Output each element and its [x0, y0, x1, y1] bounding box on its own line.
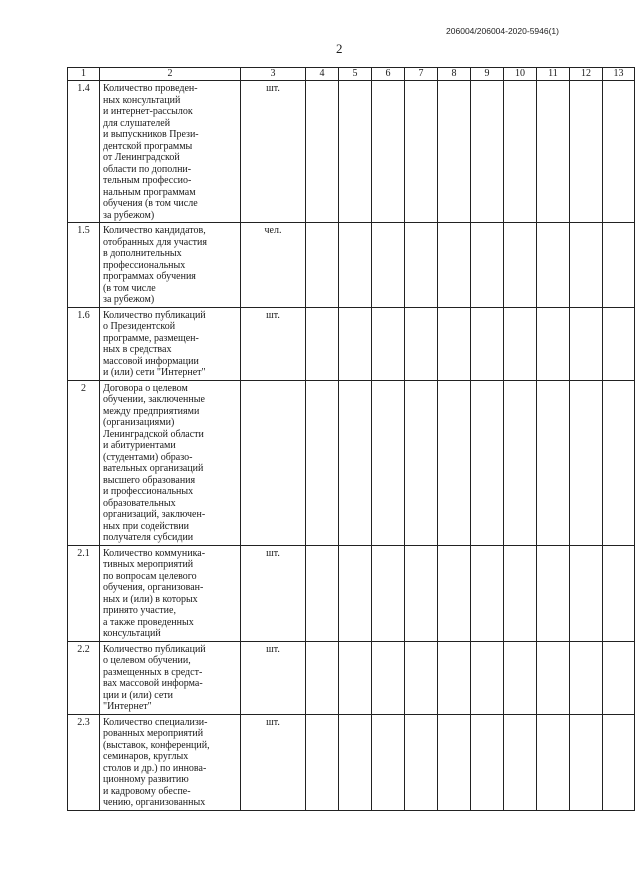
indicator-name-line: организаций, заключен- — [103, 509, 206, 520]
unit-cell: шт. — [241, 641, 306, 714]
value-cell — [537, 81, 570, 223]
indicator-name-line: обучения, организован- — [103, 582, 204, 593]
indicator-name-line: и профессиональных — [103, 486, 194, 497]
indicator-name-line: дентской программы — [103, 140, 193, 152]
value-cell — [306, 641, 339, 714]
indicator-name-line: и (или) сети "Интернет" — [103, 367, 206, 378]
value-cell — [339, 714, 372, 810]
table-header-row — [68, 68, 635, 81]
value-cell — [603, 307, 635, 380]
value-cell — [372, 545, 405, 641]
column-header: 6 — [372, 68, 405, 81]
row-number: 2.3 — [68, 714, 100, 810]
indicator-name-line: обучения (в том числе — [103, 198, 198, 209]
value-cell — [306, 81, 339, 223]
value-cell — [504, 545, 537, 641]
table-row — [68, 307, 635, 380]
value-cell — [537, 714, 570, 810]
indicator-name-line: отобранных для участия — [103, 236, 207, 248]
value-cell — [570, 81, 603, 223]
column-header: 13 — [603, 68, 635, 81]
value-cell — [438, 641, 471, 714]
indicator-name-line: вательных организаций — [103, 463, 204, 474]
value-cell — [306, 380, 339, 545]
table-row — [68, 641, 635, 714]
indicator-name-line: ции и (или) сети — [103, 689, 173, 701]
value-cell — [438, 380, 471, 545]
value-cell — [339, 81, 372, 223]
row-number: 2.1 — [68, 545, 100, 641]
indicator-name-line: столов и др.) по иннова- — [103, 762, 207, 774]
value-cell — [570, 545, 603, 641]
indicator-name-line: профессиональных — [103, 259, 186, 271]
value-cell — [471, 307, 504, 380]
value-cell — [372, 307, 405, 380]
value-cell — [570, 307, 603, 380]
indicator-name-line: Договора о целевом — [103, 382, 188, 394]
indicator-name-line: по вопросам целевого — [103, 570, 197, 582]
value-cell — [339, 380, 372, 545]
column-header: 11 — [537, 68, 570, 81]
document-id: 206004/206004-2020-5946(1) — [446, 26, 559, 36]
row-number: 1.6 — [68, 307, 100, 380]
value-cell — [372, 223, 405, 308]
unit-cell: шт. — [241, 714, 306, 810]
value-cell — [405, 641, 438, 714]
column-header: 2 — [100, 68, 241, 81]
indicator-name-line: консультаций — [103, 628, 161, 639]
row-number: 2.2 — [68, 641, 100, 714]
value-cell — [504, 307, 537, 380]
indicator-name-line: нальным программам — [103, 186, 196, 198]
value-cell — [471, 380, 504, 545]
value-cell — [603, 545, 635, 641]
indicator-name-line: ных консультаций — [103, 94, 181, 106]
row-number: 1.4 — [68, 81, 100, 223]
table-row — [68, 714, 635, 810]
value-cell — [306, 714, 339, 810]
indicator-name-line: и кадровому обеспе- — [103, 785, 191, 797]
indicator-name-line: ционному развитию — [103, 774, 189, 785]
indicator-name-line: размещенных в средст- — [103, 666, 203, 678]
value-cell — [438, 81, 471, 223]
value-cell — [438, 714, 471, 810]
indicator-name — [100, 641, 241, 714]
value-cell — [471, 223, 504, 308]
indicator-name-line: образовательных — [103, 497, 176, 509]
indicator-name — [100, 714, 241, 810]
indicators-table — [67, 67, 635, 811]
column-header: 1 — [68, 68, 100, 81]
indicator-name — [100, 545, 241, 641]
indicator-name-line: от Ленинградской — [103, 152, 180, 163]
unit-cell: чел. — [241, 223, 306, 308]
value-cell — [438, 307, 471, 380]
indicator-name-line: обучении, заключенные — [103, 394, 205, 405]
value-cell — [405, 223, 438, 308]
indicator-name-line: и интернет-рассылок — [103, 106, 193, 117]
indicator-name-line: "Интернет" — [103, 701, 152, 712]
value-cell — [306, 223, 339, 308]
value-cell — [471, 81, 504, 223]
value-cell — [339, 223, 372, 308]
value-cell — [603, 81, 635, 223]
table-body — [68, 81, 635, 811]
column-header: 7 — [405, 68, 438, 81]
indicator-name-line: Ленинградской области — [103, 428, 204, 440]
value-cell — [471, 714, 504, 810]
value-cell — [405, 545, 438, 641]
indicator-name-line: Количество публикаций — [103, 309, 206, 321]
value-cell — [405, 714, 438, 810]
unit-cell — [241, 380, 306, 545]
value-cell — [570, 380, 603, 545]
value-cell — [504, 223, 537, 308]
indicator-name-line: за рубежом) — [103, 209, 155, 221]
row-number: 2 — [68, 380, 100, 545]
indicator-name-line: тивных мероприятий — [103, 559, 194, 570]
indicator-name-line: рованных мероприятий — [103, 728, 204, 739]
indicator-name — [100, 223, 241, 308]
value-cell — [603, 714, 635, 810]
value-cell — [306, 545, 339, 641]
value-cell — [537, 380, 570, 545]
indicator-name-line: (организациями) — [103, 417, 175, 428]
indicator-name — [100, 307, 241, 380]
indicator-name-line: программах обучения — [103, 271, 196, 282]
value-cell — [471, 545, 504, 641]
indicator-name-line: о Президентской — [103, 321, 176, 332]
value-cell — [405, 81, 438, 223]
indicator-name-line: высшего образования — [103, 474, 196, 486]
table-row — [68, 545, 635, 641]
unit-cell: шт. — [241, 81, 306, 223]
indicator-name-line: ных при содействии — [103, 520, 190, 532]
indicator-name-line: принято участие, — [103, 605, 176, 616]
column-header: 10 — [504, 68, 537, 81]
indicator-name-line: области по дополни- — [103, 163, 192, 175]
value-cell — [372, 81, 405, 223]
value-cell — [405, 307, 438, 380]
indicator-name-line: Количество коммуника- — [103, 547, 206, 559]
value-cell — [603, 380, 635, 545]
value-cell — [570, 714, 603, 810]
indicator-name-line: вах массовой информа- — [103, 678, 203, 689]
value-cell — [504, 380, 537, 545]
column-header: 8 — [438, 68, 471, 81]
indicator-name-line: за рубежом) — [103, 294, 155, 305]
value-cell — [603, 641, 635, 714]
value-cell — [537, 641, 570, 714]
indicator-name-line: (студентами) образо- — [103, 451, 193, 463]
indicator-name — [100, 81, 241, 223]
indicator-name-line: ных и (или) в которых — [103, 593, 198, 605]
value-cell — [339, 307, 372, 380]
column-header: 12 — [570, 68, 603, 81]
value-cell — [504, 81, 537, 223]
indicator-name-line: тельным профессио- — [103, 175, 192, 186]
column-header: 4 — [306, 68, 339, 81]
value-cell — [372, 714, 405, 810]
value-cell — [570, 641, 603, 714]
indicator-name-line: между предприятиями — [103, 405, 200, 417]
value-cell — [438, 545, 471, 641]
indicator-name-line: чению, организованных — [103, 797, 206, 808]
page-number: 2 — [336, 41, 343, 56]
value-cell — [537, 223, 570, 308]
column-header: 5 — [339, 68, 372, 81]
table-row — [68, 380, 635, 545]
value-cell — [405, 380, 438, 545]
value-cell — [537, 307, 570, 380]
value-cell — [537, 545, 570, 641]
column-header: 9 — [471, 68, 504, 81]
indicator-name-line: получателя субсидии — [103, 532, 194, 543]
indicator-name-line: Количество публикаций — [103, 643, 206, 655]
value-cell — [471, 641, 504, 714]
value-cell — [504, 714, 537, 810]
value-cell — [372, 641, 405, 714]
indicator-name-line: (выставок, конференций, — [103, 739, 210, 751]
table-row — [68, 81, 635, 223]
table-row — [68, 223, 635, 308]
indicator-name-line: а также проведенных — [103, 616, 194, 628]
indicator-name-line: и выпускников Прези- — [103, 129, 199, 140]
indicator-name-line: (в том числе — [103, 282, 156, 294]
indicator-name-line: о целевом обучении, — [103, 655, 191, 666]
indicator-name-line: в дополнительных — [103, 248, 182, 259]
value-cell — [570, 223, 603, 308]
indicator-name-line: ных в средствах — [103, 344, 172, 355]
indicator-name — [100, 380, 241, 545]
indicator-name-line: семинаров, круглых — [103, 751, 189, 762]
value-cell — [306, 307, 339, 380]
indicator-name-line: Количество специализи- — [103, 716, 208, 728]
indicator-name-line: Количество кандидатов, — [103, 225, 206, 236]
value-cell — [603, 223, 635, 308]
value-cell — [372, 380, 405, 545]
unit-cell: шт. — [241, 307, 306, 380]
indicator-name-line: массовой информации — [103, 355, 199, 367]
row-number: 1.5 — [68, 223, 100, 308]
column-header: 3 — [241, 68, 306, 81]
indicator-name-line: Количество проведен- — [103, 83, 198, 94]
indicator-name-line: и абитуриентами — [103, 440, 176, 451]
value-cell — [339, 641, 372, 714]
value-cell — [504, 641, 537, 714]
unit-cell: шт. — [241, 545, 306, 641]
value-cell — [339, 545, 372, 641]
indicator-name-line: для слушателей — [103, 117, 171, 129]
indicator-name-line: программе, размещен- — [103, 332, 199, 344]
value-cell — [438, 223, 471, 308]
